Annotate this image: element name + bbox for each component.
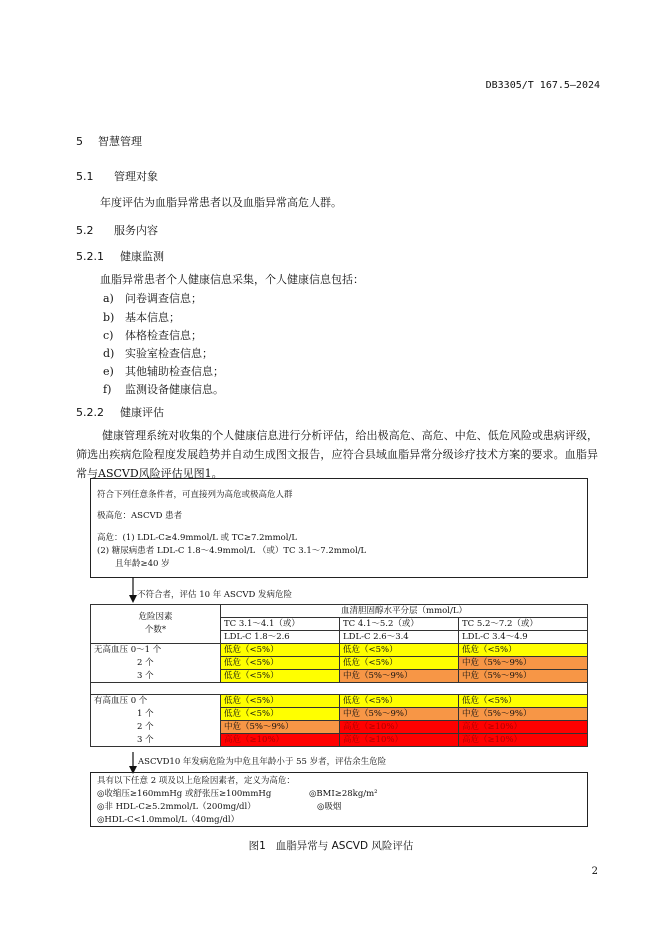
risk-cell: 中危（5%～9%） <box>459 670 588 683</box>
row-label: 2 个 <box>91 721 221 734</box>
criteria-line: 极高危：ASCVD 患者 <box>97 511 183 521</box>
section-5-2-1-heading <box>76 248 164 264</box>
row-label: 3 个 <box>91 734 221 747</box>
list-item: c) 体格检查信息； <box>103 329 202 342</box>
col-header: LDL-C 2.6～3.4 <box>340 631 459 644</box>
risk-cell: 高危（≥10%） <box>340 734 459 747</box>
row-label: 无高血压 0～1 个 <box>91 644 221 657</box>
row-label: 有高血压 0 个 <box>91 695 221 708</box>
risk-cell: 高危（≥10%） <box>221 734 340 747</box>
col-header: LDL-C 3.4～4.9 <box>459 631 588 644</box>
risk-cell: 高危（≥10%） <box>459 734 588 747</box>
level-header: 血清胆固醇水平分层（mmol/L） <box>221 605 588 618</box>
criteria-line: 高危：(1) LDL-C≥4.9mmol/L 或 TC≥7.2mmol/L <box>97 533 298 543</box>
risk-cell: 低危（<5%） <box>340 657 459 670</box>
criteria-line: ◎非 HDL-C≥5.2mmol/L（200mg/dl） <box>97 802 256 812</box>
section-title: 智慧管理 <box>98 135 142 148</box>
risk-cell: 低危（<5%） <box>221 695 340 708</box>
spacer-row <box>91 683 588 695</box>
section-title: 健康评估 <box>120 406 164 419</box>
section-5-1-text: 年度评估为血脂异常患者以及血脂异常高危人群。 <box>100 196 342 209</box>
section-title: 服务内容 <box>114 224 158 237</box>
section-title: 健康监测 <box>120 250 164 263</box>
list-item: b) 基本信息； <box>103 311 180 324</box>
risk-cell: 中危（5%～9%） <box>340 670 459 683</box>
section-number: 5.2 <box>76 224 94 237</box>
section-number: 5.2.2 <box>76 406 104 419</box>
high-risk-criteria-box <box>90 772 588 827</box>
row-label: 2 个 <box>91 657 221 670</box>
criteria-line: ◎HDL-C<1.0mmol/L（40mg/dl） <box>97 815 240 825</box>
risk-cell: 高危（≥10%） <box>340 721 459 734</box>
risk-cell: 中危（5%～9%） <box>459 657 588 670</box>
criteria-box <box>90 478 588 578</box>
criteria-line: 符合下列任意条件者，可直接列为高危或极高危人群 <box>97 490 293 500</box>
criteria-line: 具有以下任意 2 项及以上危险因素者，定义为高危： <box>97 776 295 786</box>
section-number: 5.2.1 <box>76 250 104 263</box>
factor-header: 危险因素 个数* <box>91 605 221 644</box>
section-5-2-1-intro: 血脂异常患者个人健康信息采集，个人健康信息包括： <box>100 273 364 286</box>
list-item: e) 其他辅助检查信息； <box>103 365 224 378</box>
risk-table <box>90 604 588 747</box>
list-item: a) 问卷调查信息； <box>103 292 202 305</box>
risk-cell: 低危（<5%） <box>340 644 459 657</box>
list-item: d) 实验室检查信息； <box>103 347 213 360</box>
doc-code: DB3305/T 167.5—2024 <box>485 80 600 91</box>
section-5-2-heading <box>76 222 158 238</box>
risk-cell: 中危（5%～9%） <box>459 708 588 721</box>
section-title: 管理对象 <box>114 170 158 183</box>
page-number: 2 <box>591 866 598 877</box>
risk-cell: 低危（<5%） <box>459 695 588 708</box>
section-number: 5 <box>76 135 83 148</box>
note-arrow-label: ASCVD10 年发病危险为中危且年龄小于 55 岁者，评估余生危险 <box>138 757 387 767</box>
risk-cell: 低危（<5%） <box>221 708 340 721</box>
arrow-label: 不符合者，评估 10 年 ASCVD 发病危险 <box>137 590 293 600</box>
figure-caption: 图1 血脂异常与 ASCVD 风险评估 <box>248 840 414 852</box>
col-header: TC 5.2～7.2（或） <box>459 618 588 631</box>
risk-cell: 高危（≥10%） <box>459 721 588 734</box>
section-number: 5.1 <box>76 170 94 183</box>
risk-cell: 低危（<5%） <box>221 670 340 683</box>
risk-cell: 中危（5%～9%） <box>340 708 459 721</box>
criteria-line: (2) 糖尿病患者 LDL-C 1.8～4.9mmol/L （或）TC 3.1～7.2mmol/L <box>97 546 367 556</box>
risk-cell: 低危（<5%） <box>221 644 340 657</box>
criteria-line: ◎BMI≥28kg/m² <box>309 789 378 799</box>
risk-cell: 低危（<5%） <box>221 657 340 670</box>
risk-cell: 低危（<5%） <box>340 695 459 708</box>
section-5-heading <box>76 133 142 149</box>
criteria-line: ◎收缩压≥160mmHg 或舒张压≥100mmHg <box>97 789 272 799</box>
list-item: f) 监测设备健康信息。 <box>103 383 224 396</box>
col-header: LDL-C 1.8～2.6 <box>221 631 340 644</box>
row-label: 1 个 <box>91 708 221 721</box>
col-header: TC 4.1～5.2（或） <box>340 618 459 631</box>
row-label: 3 个 <box>91 670 221 683</box>
down-arrow-icon <box>128 752 138 774</box>
section-5-1-heading <box>76 168 158 184</box>
criteria-line: ◎吸烟 <box>317 802 342 812</box>
col-header: TC 3.1～4.1（或） <box>221 618 340 631</box>
risk-cell: 低危（<5%） <box>459 644 588 657</box>
criteria-line: 且年龄≥40 岁 <box>115 559 170 569</box>
risk-cell: 中危（5%～9%） <box>221 721 340 734</box>
section-5-2-2-text: 健康管理系统对收集的个人健康信息进行分析评估，给出极高危、高危、中危、低危风险或患病评级，筛选出疾病危险程度发展趋势并自动生成图文报告，应符合县域血脂异常分级诊疗技术方案的要求。血脂异常与ASCVD风险评估见图1。 <box>76 429 598 480</box>
section-5-2-2-heading <box>76 404 164 420</box>
